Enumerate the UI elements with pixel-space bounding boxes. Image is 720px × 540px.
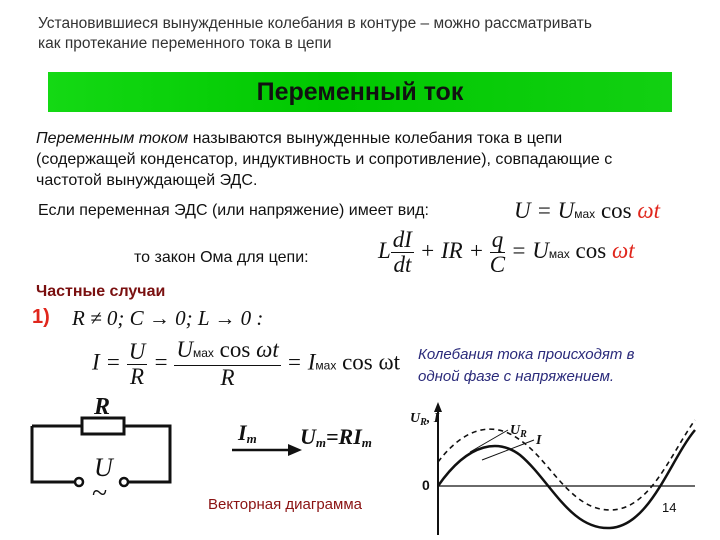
- definition-line-3: частотой вынуждающей ЭДС.: [36, 172, 258, 189]
- case-number: [32, 306, 50, 329]
- current-max-sub-2: мах: [315, 358, 337, 373]
- ohm-max-sub: мах: [548, 246, 570, 261]
- emf-lhs: U = U: [514, 198, 575, 223]
- header-text: [38, 14, 708, 54]
- page-number: 14: [662, 500, 677, 515]
- resistor-label: R: [94, 394, 111, 420]
- phase-graph: [410, 400, 700, 540]
- emf-cos: cos: [600, 198, 632, 223]
- resistor-symbol: [82, 418, 124, 434]
- vector-diagram-caption: Векторная диаграмма: [208, 496, 362, 513]
- current-max-sub-1: мах: [192, 346, 214, 360]
- emf-omega-t: ωt: [637, 198, 660, 223]
- header-line-2: как протекание переменного тока в цепи: [38, 35, 332, 52]
- graph-ur-label: $U_R$: [510, 423, 527, 440]
- definition-line-2: (содержащей конденсатор, индуктивность и сопротивление), совпадающие с: [36, 151, 613, 168]
- vector-voltage-label: Um=RIm: [300, 424, 372, 450]
- graph-i-label: I: [536, 433, 542, 448]
- note-line-1: Колебания тока происходят в: [418, 346, 635, 363]
- title-banner: [48, 72, 672, 112]
- definition-term: Переменным током: [36, 130, 189, 147]
- graph-i-pointer: [482, 440, 534, 460]
- special-cases-heading: [36, 283, 165, 301]
- vector-diagram: [228, 410, 408, 470]
- case-conditions: R ≠ 0; C → 0; L → 0 :: [72, 306, 264, 330]
- phase-note: [418, 344, 708, 388]
- current-formula: I = $\frac{U}{R}$ = $\frac{\text{Uмах cos ωt}}{R}$ = Iмах cos ωt: [92, 337, 401, 390]
- source-label: U: [94, 453, 113, 482]
- terminal-right: [120, 478, 128, 486]
- ohm-omega-t: ωt: [611, 237, 635, 263]
- definition-line-1: [36, 128, 706, 149]
- current-curve: [438, 420, 695, 510]
- terminal-left: [75, 478, 83, 486]
- emf-max-sub: мах: [574, 207, 596, 221]
- header-line-1: Установившиеся вынужденные колебания в контуре – можно рассматривать: [38, 15, 592, 32]
- circuit-diagram: [20, 390, 200, 530]
- voltage-curve: [438, 430, 695, 528]
- graph-ur-pointer: [470, 430, 508, 452]
- graph-y-label: $U_R$, I: [410, 411, 440, 428]
- definition-text: [36, 128, 706, 191]
- vector-current-label: Im: [238, 420, 257, 446]
- note-line-2: одной фазе с напряжением.: [418, 368, 615, 385]
- special-cases-label: Частные случаи: [36, 283, 166, 300]
- source-symbol: ~: [92, 478, 108, 509]
- circuit-wire-left: [32, 426, 76, 482]
- ohm-text: то закон Ома для цепи:: [134, 249, 309, 266]
- emf-text: Если переменная ЭДС (или напряжение) имеет вид:: [38, 202, 429, 219]
- circuit-wire-right: [124, 426, 170, 482]
- graph-origin: 0: [422, 477, 430, 493]
- ohm-formula: L $\frac{dI}{dt}$ + IR + $\frac{q}{C}$ = Uмах cos ωt: [378, 227, 635, 277]
- case-number-label: 1): [32, 306, 50, 328]
- page-title: Переменный ток: [256, 78, 464, 106]
- emf-formula: [514, 198, 660, 224]
- definition-rest: называются вынужденные колебания тока в цепи: [188, 130, 563, 147]
